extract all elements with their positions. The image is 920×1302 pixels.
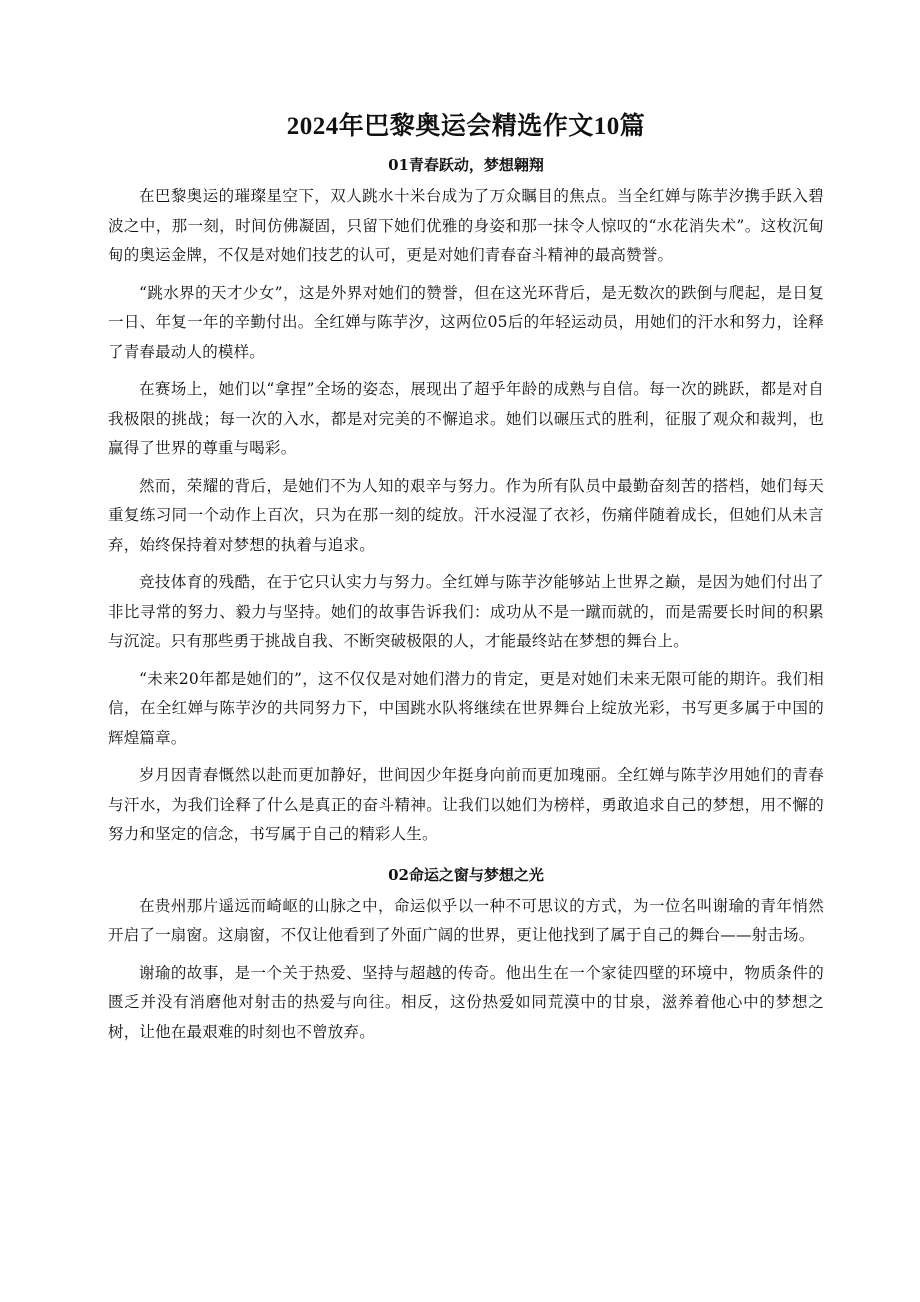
document-title: 2024年巴黎奥运会精选作文10篇	[286, 113, 646, 140]
essay-section-01	[108, 148, 824, 850]
section-heading: 01青春跃动，梦想翱翔	[388, 156, 544, 174]
essay-section-02	[108, 858, 824, 1048]
document-page	[108, 108, 824, 1055]
paragraph: 然而，荣耀的背后，是她们不为人知的艰辛与努力。作为所有队员中最勤奋刻苦的搭档，她们每天重复练习同一个动作上百次，只为在那一刻的绽放。汗水浸湿了衣衫，伤痛伴随着成长，但她们从未言弃，始终保持着对梦想的执着与追求。	[108, 476, 824, 554]
paragraph: 在贵州那片遥远而崎岖的山脉之中，命运似乎以一种不可思议的方式，为一位名叫谢瑜的青年悄然开启了一扇窗。这扇窗，不仅让他看到了外面广阔的世界，更让他找到了属于自己的舞台——射击场。	[108, 896, 824, 944]
paragraph: “未来20年都是她们的”，这不仅仅是对她们潜力的肯定，更是对她们未来无限可能的期许。我们相信，在全红婵与陈芋汐的共同努力下，中国跳水队将继续在世界舞台上绽放光彩，书写更多属于中国的辉煌篇章。	[108, 669, 824, 747]
paragraph: “跳水界的天才少女”，这是外界对她们的赞誉，但在这光环背后，是无数次的跌倒与爬起，是日复一日、年复一年的辛勤付出。全红婵与陈芋汐，这两位05后的年轻运动员，用她们的汗水和努力，诠释了青春最动人的模样。	[108, 283, 824, 361]
paragraph: 竞技体育的残酷，在于它只认实力与努力。全红婵与陈芋汐能够站上世界之巅，是因为她们付出了非比寻常的努力、毅力与坚持。她们的故事告诉我们：成功从不是一蹴而就的，而是需要长时间的积累与沉淀。只有那些勇于挑战自我、不断突破极限的人，才能最终站在梦想的舞台上。	[108, 573, 824, 650]
paragraph: 在赛场上，她们以“拿捏”全场的姿态，展现出了超乎年龄的成熟与自信。每一次的跳跃，都是对自我极限的挑战；每一次的入水，都是对完美的不懈追求。她们以碾压式的胜利，征服了观众和裁判，也赢得了世界的尊重与喝彩。	[108, 380, 824, 457]
paragraph: 谢瑜的故事，是一个关于热爱、坚持与超越的传奇。他出生在一个家徒四壁的环境中，物质条件的匮乏并没有消磨他对射击的热爱与向往。相反，这份热爱如同荒漠中的甘泉，滋养着他心中的梦想之树，让他在最艰难的时刻也不曾放弃。	[108, 963, 824, 1041]
paragraph: 岁月因青春慨然以赴而更加静好，世间因少年挺身向前而更加瑰丽。全红婵与陈芋汐用她们的青春与汗水，为我们诠释了什么是真正的奋斗精神。让我们以她们为榜样，勇敢追求自己的梦想，用不懈的努力和坚定的信念，书写属于自己的精彩人生。	[108, 766, 824, 843]
paragraph: 在巴黎奥运的璀璨星空下，双人跳水十米台成为了万众瞩目的焦点。当全红婵与陈芋汐携手跃入碧波之中，那一刻，时间仿佛凝固，只留下她们优雅的身姿和那一抹令人惊叹的“水花消失术”。这枚沉甸甸的奥运金牌，不仅是对她们技艺的认可，更是对她们青春奋斗精神的最高赞誉。	[108, 187, 824, 264]
section-heading: 02命运之窗与梦想之光	[388, 865, 544, 884]
